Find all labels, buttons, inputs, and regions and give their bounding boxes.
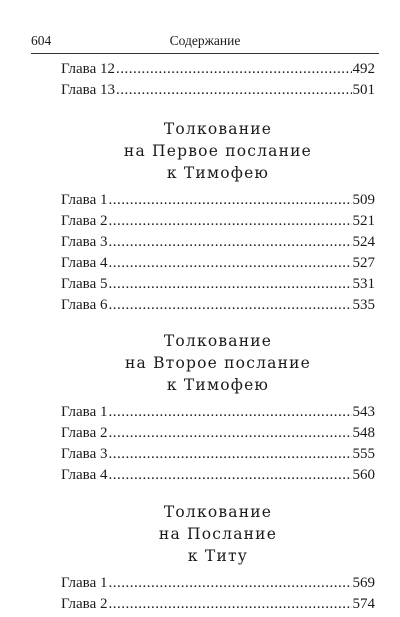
toc-entry-label: Глава 4 — [61, 255, 108, 271]
toc-entry-page: 560 — [352, 467, 375, 483]
toc-entry-page: 524 — [352, 234, 375, 250]
toc-entry — [61, 213, 375, 234]
toc-entry-page: 531 — [352, 276, 375, 292]
toc-entry-page: 492 — [352, 61, 375, 77]
toc-entry-label: Глава 6 — [61, 297, 108, 313]
section-heading-line: Толкование — [163, 120, 273, 138]
toc-entry — [61, 425, 375, 446]
toc-entry-label: Глава 1 — [61, 575, 108, 591]
toc-entry — [61, 82, 375, 103]
toc-entry — [61, 575, 375, 596]
toc-entry-page: 535 — [352, 297, 375, 313]
toc-entry-page: 569 — [352, 575, 375, 591]
toc-entry-label: Глава 3 — [61, 234, 108, 250]
toc-entry-page: 543 — [352, 404, 375, 420]
toc-entry — [61, 596, 375, 617]
dot-leader — [108, 596, 351, 613]
toc-entry — [61, 234, 375, 255]
dot-leader — [108, 575, 351, 592]
section-heading — [61, 501, 375, 567]
dot-leader — [108, 234, 351, 251]
dot-leader — [108, 192, 351, 209]
dot-leader — [108, 404, 351, 421]
section-heading-line: на Первое послание — [123, 142, 313, 160]
toc-entry-label: Глава 12 — [61, 61, 115, 77]
toc-entry — [61, 446, 375, 467]
toc-entry-page: 574 — [352, 596, 375, 612]
toc-entry — [61, 276, 375, 297]
section-heading-line: Толкование — [163, 503, 273, 521]
section-heading-line: Толкование — [163, 332, 273, 350]
toc-entry — [61, 61, 375, 82]
section-heading — [61, 330, 375, 396]
toc-entry — [61, 192, 375, 213]
toc-entry-label: Глава 4 — [61, 467, 108, 483]
toc-entry — [61, 297, 375, 318]
toc-entry-label: Глава 3 — [61, 446, 108, 462]
dot-leader — [108, 446, 351, 463]
section-heading-line: к Тимофею — [166, 164, 270, 182]
dot-leader — [108, 425, 351, 442]
dot-leader — [108, 297, 351, 314]
dot-leader — [108, 276, 351, 293]
running-title: Содержание — [169, 33, 241, 48]
toc-entry-page: 501 — [352, 82, 375, 98]
toc-entry-label: Глава 2 — [61, 596, 108, 612]
toc-entry-label: Глава 1 — [61, 192, 108, 208]
toc-entry-page: 548 — [352, 425, 375, 441]
dot-leader — [116, 61, 352, 78]
dot-leader — [108, 213, 351, 230]
toc-entry — [61, 404, 375, 425]
toc-entry-label: Глава 2 — [61, 213, 108, 229]
page-number: 604 — [31, 33, 52, 48]
header-rule — [31, 53, 379, 54]
toc-entry — [61, 467, 375, 488]
section-heading-line: на Послание — [158, 525, 278, 543]
dot-leader — [116, 82, 352, 99]
dot-leader — [108, 255, 351, 272]
toc-entry-label: Глава 2 — [61, 425, 108, 441]
section-heading-line: к Тимофею — [166, 376, 270, 394]
section-heading — [61, 118, 375, 184]
toc-entry — [61, 255, 375, 276]
toc-entry-label: Глава 5 — [61, 276, 108, 292]
section-heading-line: к Титу — [187, 547, 249, 565]
dot-leader — [108, 467, 351, 484]
table-of-contents — [61, 61, 375, 617]
section-heading-line: на Второе послание — [124, 354, 311, 372]
toc-entry-page: 521 — [352, 213, 375, 229]
toc-entry-page: 527 — [352, 255, 375, 271]
toc-entry-label: Глава 13 — [61, 82, 115, 98]
toc-entry-page: 555 — [352, 446, 375, 462]
page-header — [31, 33, 379, 49]
toc-entry-label: Глава 1 — [61, 404, 108, 420]
toc-entry-page: 509 — [352, 192, 375, 208]
